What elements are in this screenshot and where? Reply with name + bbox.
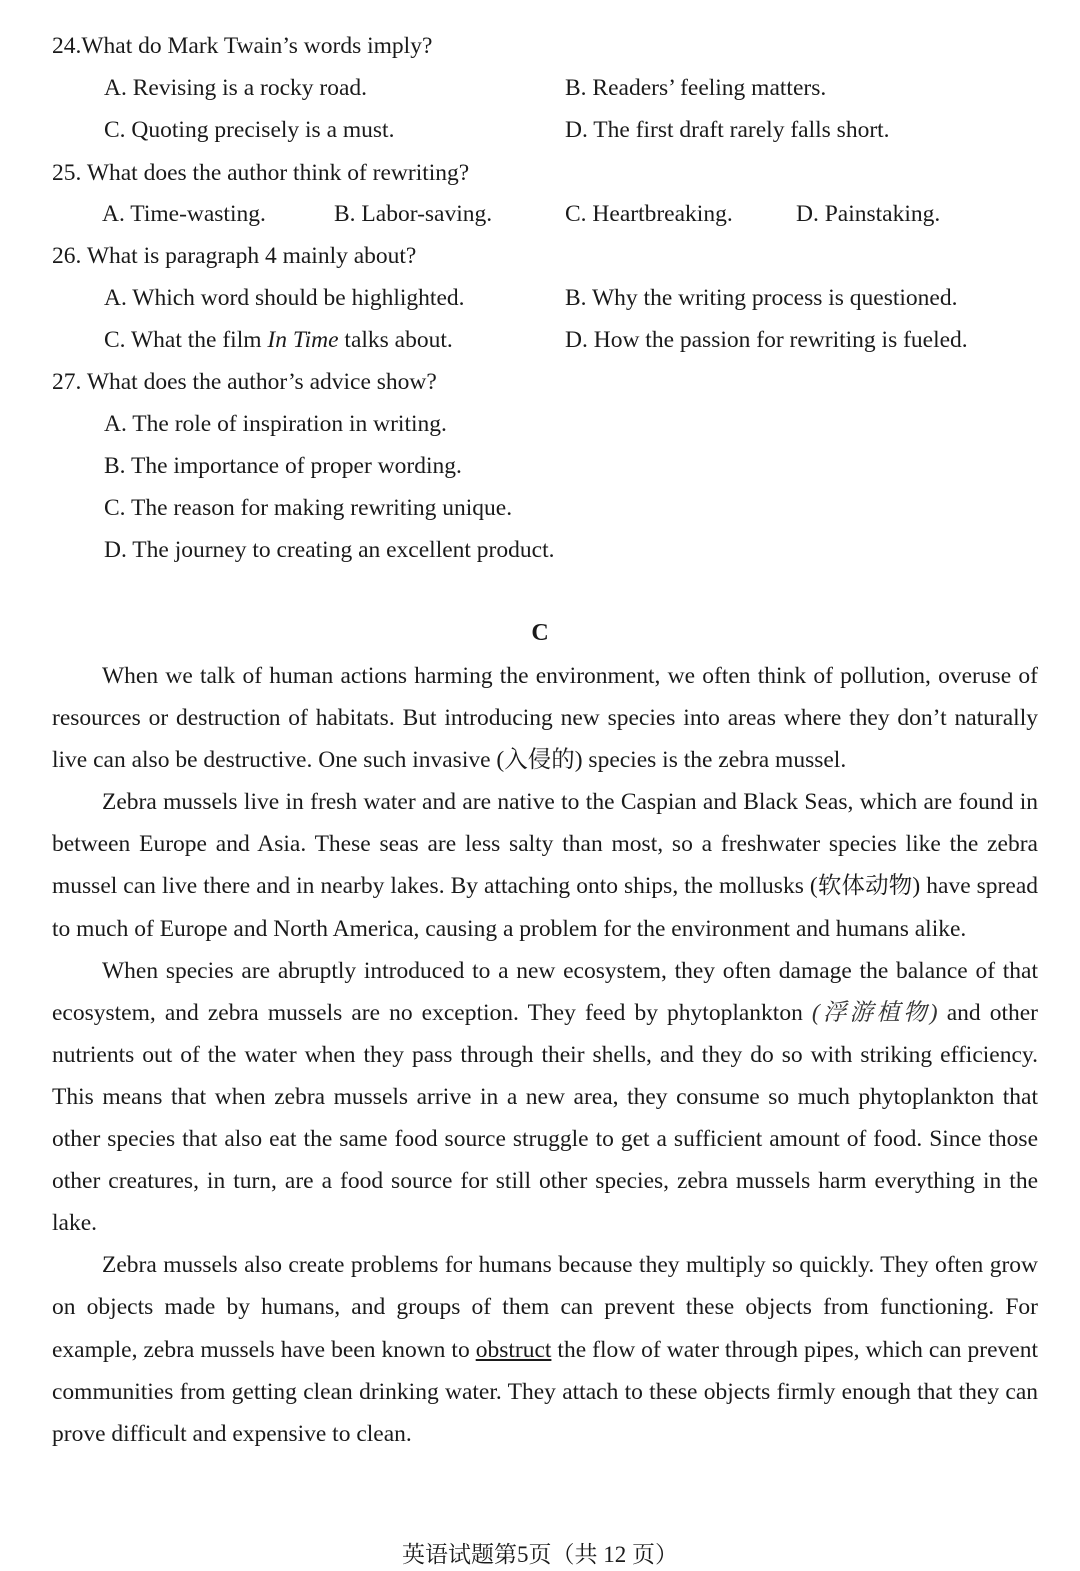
question-26-option-c-head: C. What the film	[104, 327, 268, 353]
question-26-option-a: A. Which word should be highlighted.	[104, 285, 465, 311]
question-24-option-a: A. Revising is a rocky road.	[104, 75, 368, 101]
question-26-option-b: B. Why the writing process is questioned.	[565, 285, 958, 311]
question-27-option-a: A. The role of inspiration in writing.	[104, 411, 447, 437]
passage-paragraph-3	[52, 950, 1038, 1245]
passage-paragraph-1: When we talk of human actions harming the environment, we often think of pollution, overuse of resources or destruction of habitats. But introducing new species into areas where they don’t naturally live can also be destructive. One such invasive (入侵的) species is the zebra mussel.	[52, 663, 1038, 774]
paragraph-3-part-1: When species are abruptly introduced to a new ecosystem, they often damage the balance of that ecosystem, and zebra mussels are no exception. They feed by phytoplankton	[52, 957, 1038, 1026]
question-27-option-c: C. The reason for making rewriting unique.	[104, 495, 513, 521]
question-26-option-c-tail: talks about.	[338, 327, 453, 353]
passage-paragraph-2: Zebra mussels live in fresh water and are native to the Caspian and Black Seas, which are found in between Europe and Asia. These seas are less salty than most, so a freshwater species like the zebra mussel can live there and in nearby lakes. By attaching onto ships, the mollusks (软体动物) have spread to much of Europe and North America, causing a problem for the environment and humans alike.	[52, 789, 1038, 942]
question-25-option-c: C. Heartbreaking.	[565, 201, 733, 227]
question-27-option-d: D. The journey to creating an excellent product.	[104, 537, 555, 563]
passage-paragraph-4	[52, 1244, 1038, 1454]
paragraph-3-part-2: and other nutrients out of the water when they pass through their shells, and they do so with striking efficiency. This means that when zebra mussels arrive in a new area, they consume so much phytoplankton that other species that also eat the same food source struggle to get a sufficient amount of food. Since those other creatures, in turn, are a food source for still other species, zebra mussels harm everything in the lake.	[52, 999, 1038, 1237]
question-26-stem: 26. What is paragraph 4 mainly about?	[52, 243, 417, 269]
paragraph-4-part-1: Zebra mussels also create problems for humans because they multiply so quickly. They often grow on objects made by humans, and groups of them can prevent these objects from functioning. For example, zebra mussels have been known to	[52, 1252, 1038, 1363]
question-25-option-a: A. Time-wasting.	[102, 201, 266, 227]
handwritten-gloss: (浮游植物)	[811, 999, 938, 1026]
question-24-option-c: C. Quoting precisely is a must.	[104, 117, 395, 143]
question-24-option-b: B. Readers’ feeling matters.	[565, 75, 827, 101]
section-title: C	[531, 620, 549, 646]
reading-passage	[52, 655, 1038, 1455]
question-25-stem: 25. What does the author think of rewriting?	[52, 160, 470, 186]
question-26-option-c	[104, 327, 453, 354]
question-24-stem: 24.What do Mark Twain’s words imply?	[52, 33, 433, 59]
question-25-option-d: D. Painstaking.	[796, 201, 941, 227]
question-25-option-b: B. Labor-saving.	[334, 201, 493, 227]
film-title: In Time	[267, 327, 339, 353]
question-27-stem: 27. What does the author’s advice show?	[52, 369, 437, 395]
question-27-option-b: B. The importance of proper wording.	[104, 453, 462, 479]
paragraph-4-part-2: the flow of water through pipes, which can prevent communities from getting clean drinking water. They attach to these objects firmly enough that they can prove difficult and expensive to clean.	[52, 1336, 1038, 1447]
underlined-word: obstruct	[475, 1336, 552, 1363]
question-24-option-d: D. The first draft rarely falls short.	[565, 117, 890, 143]
page-footer: 英语试题第5页（共 12 页）	[402, 1542, 678, 1567]
question-26-option-d: D. How the passion for rewriting is fueled.	[565, 327, 968, 353]
